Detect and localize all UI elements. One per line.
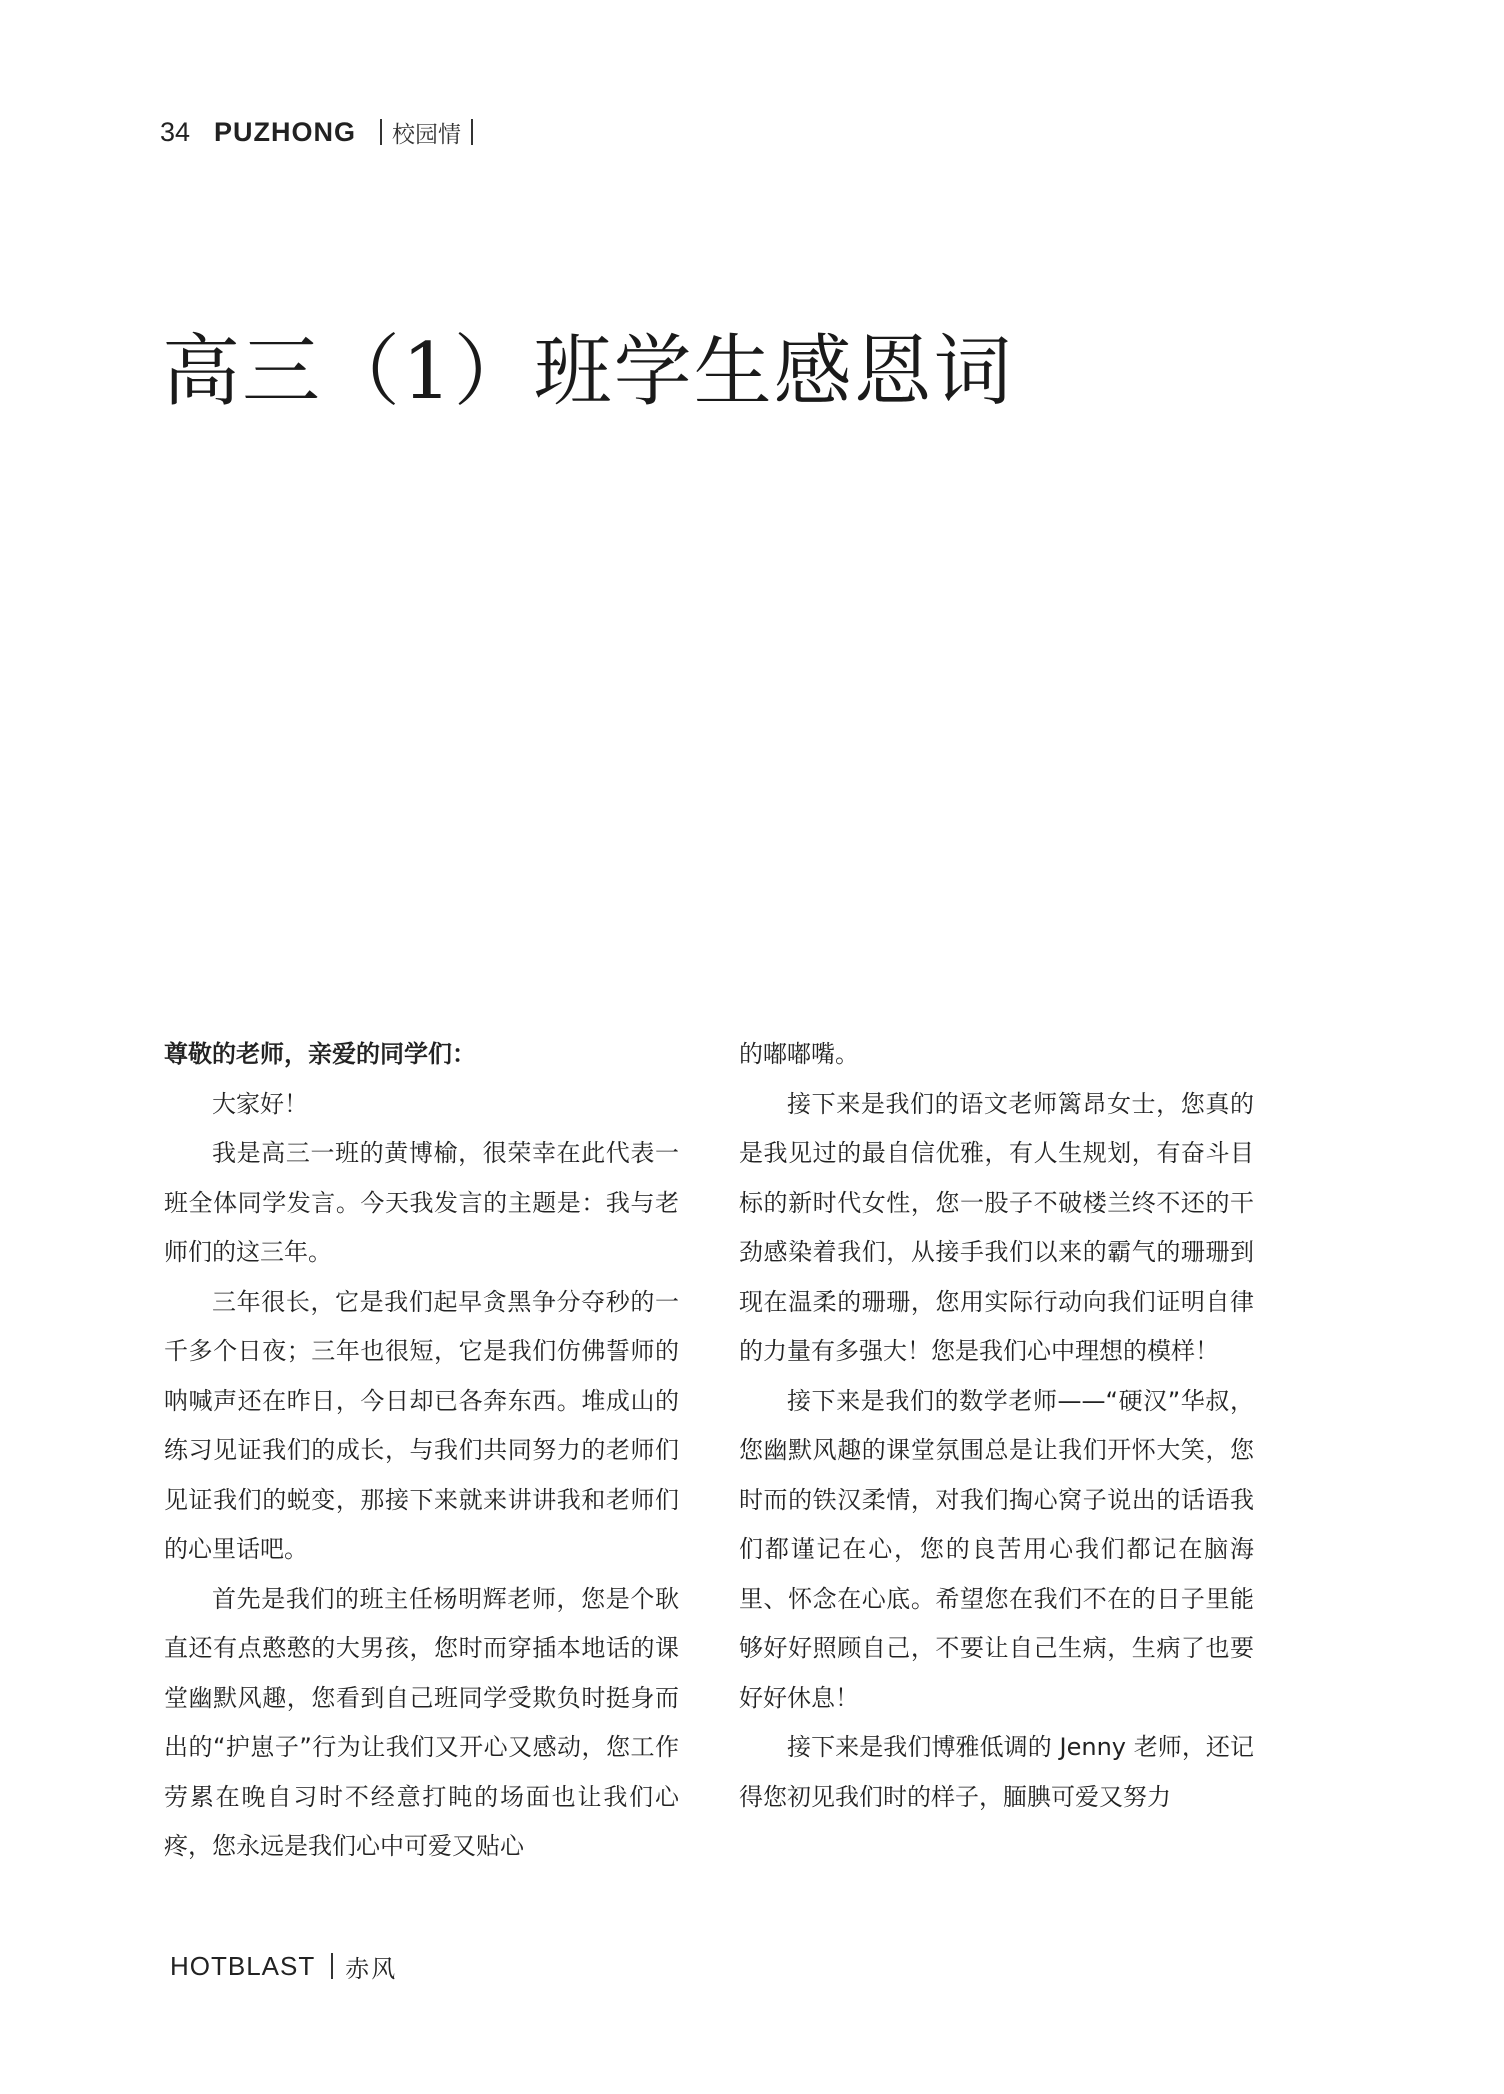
magazine-name: PUZHONG: [214, 116, 357, 147]
paragraph: 接下来是我们的数学老师——“硬汉”华叔，您幽默风趣的课堂氛围总是让我们开怀大笑，您时而的铁汉柔情，对我们掏心窝子说出的话语我们都谨记在心，您的良苦用心我们都记在脑海里、怀念在心底。希望您在我们不在的日子里能够好好照顾自己，不要让自己生病，生病了也要好好休息！: [739, 1386, 1254, 1712]
paragraph: 三年很长，它是我们起早贪黑争分夺秒的一千多个日夜；三年也很短，它是我们仿佛誓师的呐喊声还在昨日，今日却已各奔东西。堆成山的练习见证我们的成长，与我们共同努力的老师们见证我们的蜕变，那接下来就来讲讲我和老师们的心里话吧。: [164, 1287, 679, 1563]
right-column: [739, 1030, 1254, 1822]
paragraph: 我是高三一班的黄博榆，很荣幸在此代表一班全体同学发言。今天我发言的主题是：我与老师们的这三年。: [164, 1139, 679, 1266]
footer-divider: [331, 1953, 333, 1979]
left-column: [164, 1030, 679, 1872]
paragraph: 大家好！: [212, 1089, 308, 1118]
paragraph-continuation: 的嘟嘟嘴。: [739, 1040, 859, 1068]
salutation: 尊敬的老师，亲爱的同学们：: [164, 1040, 476, 1068]
footer-brand: HOTBLAST: [170, 1950, 316, 1981]
footer-brand-chinese: 赤风: [345, 1954, 398, 1983]
paragraph: 接下来是我们的语文老师篱昂女士，您真的是我见过的最自信优雅，有人生规划，有奋斗目标的新时代女性，您一股子不破楼兰终不还的干劲感染着我们，从接手我们以来的霸气的珊珊到现在温柔的珊珊，您用实际行动向我们证明自律的力量有多强大！您是我们心中理想的模样！: [739, 1089, 1254, 1365]
header-divider-end: [471, 119, 473, 145]
page-header: [160, 112, 483, 152]
page-number: 34: [160, 116, 191, 147]
header-divider: [380, 119, 382, 145]
section-name: 校园情: [392, 121, 462, 148]
paragraph: 首先是我们的班主任杨明辉老师，您是个耿直还有点憨憨的大男孩，您时而穿插本地话的课堂幽默风趣，您看到自己班同学受欺负时挺身而出的“护崽子”行为让我们又开心又感动，您工作劳累在晚自习时不经意打盹的场面也让我们心疼，您永远是我们心中可爱又贴心: [164, 1584, 679, 1860]
page-footer: [170, 1946, 397, 1986]
article-title: 高三（1）班学生感恩词: [162, 327, 1014, 417]
paragraph: 接下来是我们博雅低调的 Jenny 老师，还记得您初见我们时的样子，腼腆可爱又努力: [739, 1733, 1254, 1811]
